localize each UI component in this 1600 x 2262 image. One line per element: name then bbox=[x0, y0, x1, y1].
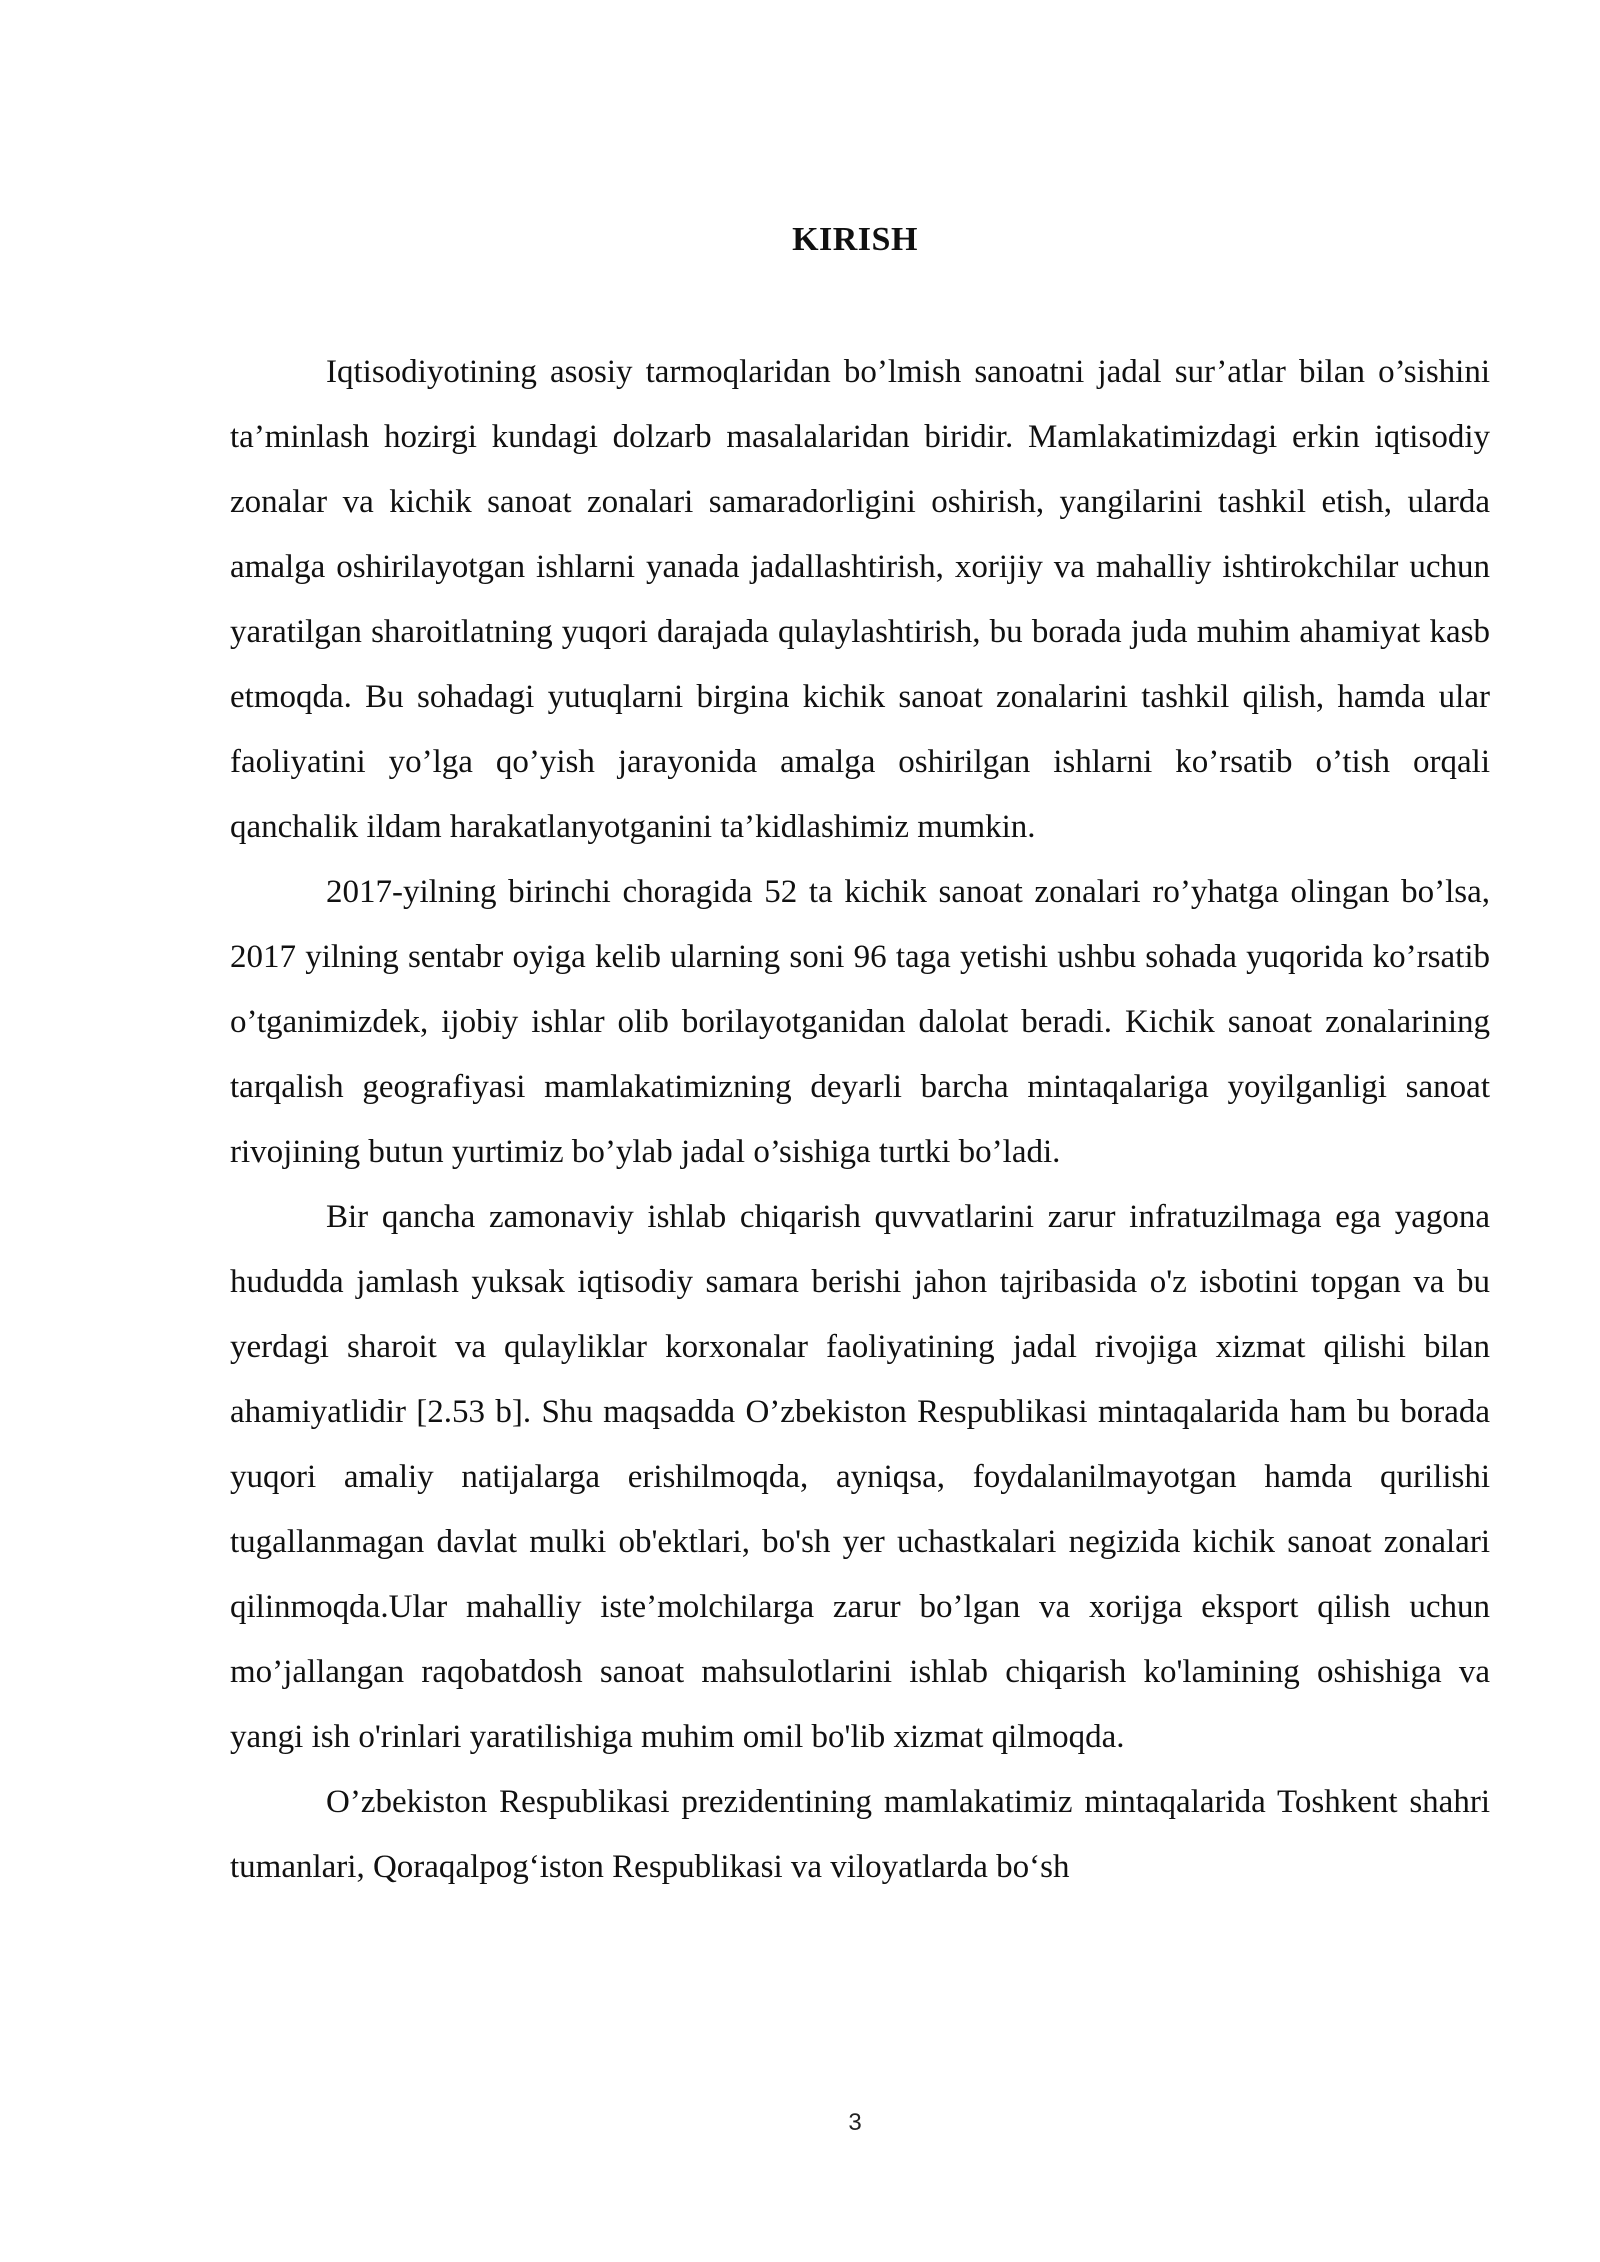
page-title: KIRISH bbox=[792, 221, 918, 258]
paragraph-2: 2017-yilning birinchi choragida 52 ta kichik sanoat zonalari ro’yhatga olingan bo’lsa, 2017 yilning sentabr oyiga kelib ularning soni 96 taga yetishi ushbu sohada yuqorida ko’rsatib o’tganimizdek, ijobiy ishlar olib borilayotganidan dalolat beradi. Kichik sanoat zonalarining tarqalish geografiyasi mamlakatimizning deyarli barcha mintaqalariga yoyilganligi sanoat rivojining butun yurtimiz bo’ylab jadal o’sishiga turtki bo’ladi. bbox=[230, 874, 1490, 1170]
paragraph-1: Iqtisodiyotining asosiy tarmoqlaridan bo’lmish sanoatni jadal sur’atlar bilan o’sishini ta’minlash hozirgi kundagi dolzarb masalalaridan biridir. Mamlakatimizdagi erkin iqtisodiy zonalar va kichik sanoat zonalari samaradorligini oshirish, yangilarini tashkil etish, ularda amalga oshirilayotgan ishlarni yanada jadallashtirish, xorijiy va mahalliy ishtirokchilar uchun yaratilgan sharoitlatning yuqori darajada qulaylashtirish, bu borada juda muhim ahamiyat kasb etmoqda. Bu sohadagi yutuqlarni birgina kichik sanoat zonalarini tashkil qilish, hamda ular faoliyatini yo’lga qo’yish jarayonida amalga oshirilgan ishlarni ko’rsatib o’tish orqali qanchalik ildam harakatlanyotganini ta’kidlashimiz mumkin. bbox=[230, 354, 1490, 845]
paragraph-3: Bir qancha zamonaviy ishlab chiqarish quvvatlarini zarur infratuzilmaga ega yagona hududda jamlash yuksak iqtisodiy samara berishi jahon tajribasida o'z isbotini topgan va bu yerdagi sharoit va qulayliklar korxonalar faoliyatining jadal rivojiga xizmat qilishi bilan ahamiyatlidir [2.53 b]. Shu maqsadda O’zbekiston Respublikasi mintaqalarida ham bu borada yuqori amaliy natijalarga erishilmoqda, ayniqsa, foydalanilmayotgan hamda qurilishi tugallanmagan davlat mulki ob'ektlari, bo'sh yer uchastkalari negizida kichik sanoat zonalari qilinmoqda.Ular mahalliy iste’molchilarga zarur bo’lgan va xorijga eksport qilish uchun mo’jallangan raqobatdosh sanoat mahsulotlarini ishlab chiqarish ko'lamining oshishiga va yangi ish o'rinlari yaratilishiga muhim omil bo'lib xizmat qilmoqda. bbox=[230, 1199, 1490, 1755]
page-number: 3 bbox=[848, 2109, 862, 2136]
paragraph-4: O’zbekiston Respublikasi prezidentining mamlakatimiz mintaqalarida Toshkent shahri tumanlari, Qoraqalpog‘iston Respublikasi va viloyatlarda bo‘sh bbox=[230, 1784, 1490, 1885]
document-body bbox=[230, 340, 1490, 2100]
